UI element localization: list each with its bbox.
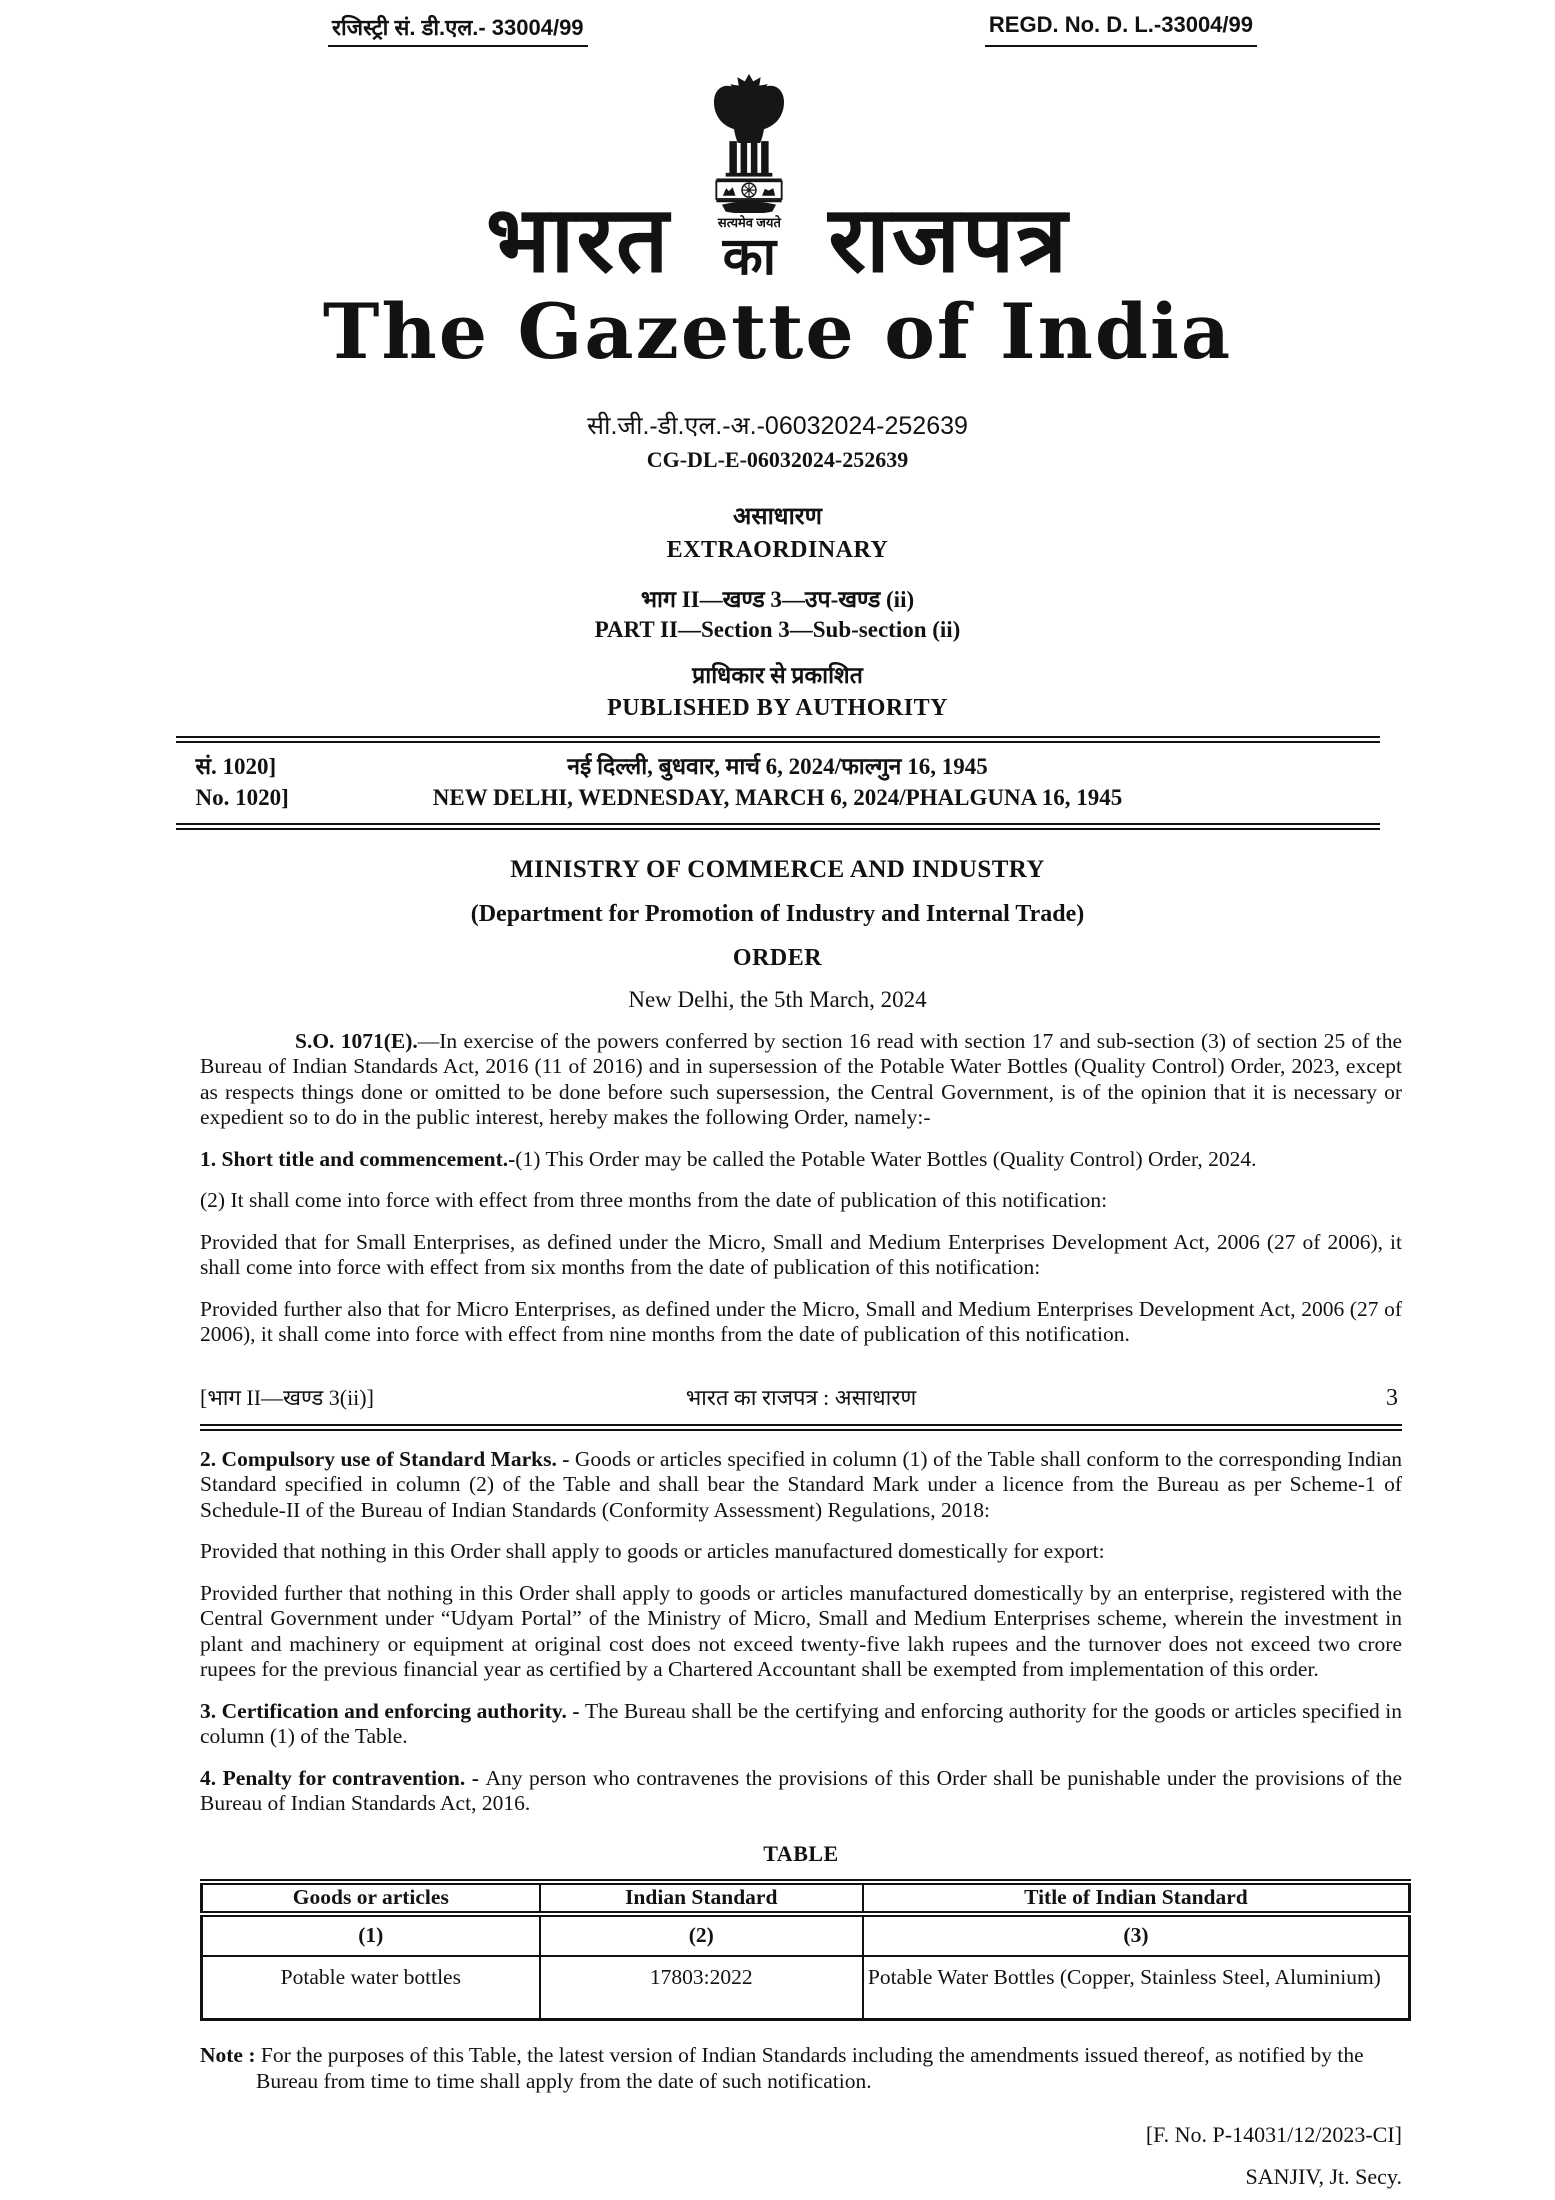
cg-code-english: CG-DL-E-06032024-252639 xyxy=(646,446,909,472)
part-section-hindi: भाग II—खण्ड 3—उप-खण्ड (ii) xyxy=(640,586,915,612)
table-colnum-2: (2) xyxy=(540,1914,863,1956)
page3-part-label: [भाग II—खण्ड 3(ii)] xyxy=(200,1384,374,1410)
masthead-word-ka: का xyxy=(722,229,777,286)
extraordinary-english: EXTRAORDINARY xyxy=(666,536,889,563)
note-paragraph xyxy=(200,2043,1402,2094)
clause-2-heading: 2. Compulsory use of Standard Marks. - xyxy=(200,1446,575,1471)
registry-number-english: REGD. No. D. L.-33004/99 xyxy=(985,12,1257,47)
registry-number-hindi: रजिस्ट्री सं. डी.एल.- 33004/99 xyxy=(328,12,588,47)
masthead-word-bharat: भारत xyxy=(485,189,671,291)
registry-row xyxy=(0,0,1555,47)
published-by-authority-english: PUBLISHED BY AUTHORITY xyxy=(607,694,948,721)
note-label: Note : xyxy=(200,2043,261,2068)
table-colnum-3: (3) xyxy=(863,1914,1410,1956)
clause-4-heading: 4. Penalty for contravention. - xyxy=(200,1765,486,1790)
proviso-udyam: Provided further that nothing in this Order shall apply to goods or articles manufactured domestically by an enterprise, registered with the Central Government under “Udyam Portal” of the Ministry of Micro, Small and Medium Enterprises scheme, wherein the investment in plant and machinery or equipment at original cost does not exceed twenty-five lakh rupees and the turnover does not exceed two crore rupees for the previous financial year as certified by a Chartered Accountant shall be exempted from implementation of this order. xyxy=(200,1580,1402,1682)
standards-table xyxy=(200,1879,1411,2022)
extraordinary-hindi: असाधारण xyxy=(733,503,822,530)
issue-date-hindi: नई दिल्ली, बुधवार, मार्च 6, 2024/फाल्गुन 16, 1945 xyxy=(567,753,988,779)
clause-3-paragraph xyxy=(200,1699,1402,1750)
part-section-english: PART II—Section 3—Sub-section (ii) xyxy=(594,616,961,642)
document-body xyxy=(200,1029,1402,2191)
table-cell-title: Potable Water Bottles (Copper, Stainless Steel, Aluminium) xyxy=(863,1956,1410,2020)
issue-row-english xyxy=(176,782,1380,813)
clause-4-paragraph xyxy=(200,1766,1402,1817)
masthead xyxy=(0,73,1555,291)
file-number: [F. No. P-14031/12/2023-CI] xyxy=(1145,2122,1402,2148)
table-title: TABLE xyxy=(763,1840,839,1866)
proviso-small-enterprises: Provided that for Small Enterprises, as defined under the Micro, Small and Medium Enterprises Development Act, 2006 (27 of 2006), it shall come into force with effect from six months from the date of publication of this notification: xyxy=(200,1229,1402,1280)
clause-2-text: Goods or articles specified in column (1) of the Table shall conform to the corresponding Indian Standard specified in column (2) of the Table and shall bear the Standard Mark under a licence from the Bureau as per Scheme-1 of Schedule-II of the Bureau of Indian Standards (Conformity Assessment) Regulations, 2018: xyxy=(200,1446,1402,1522)
issue-number-hindi: सं. 1020] xyxy=(195,753,277,779)
issue-date-band xyxy=(176,736,1380,830)
published-by-authority-hindi: प्राधिकार से प्रकाशित xyxy=(692,662,863,688)
order-place-date: New Delhi, the 5th March, 2024 xyxy=(628,986,927,1012)
order-label: ORDER xyxy=(732,944,823,971)
masthead-word-rajpatra: राजपत्र xyxy=(828,189,1070,291)
clause-2-paragraph xyxy=(200,1447,1402,1524)
masthead-center xyxy=(700,73,798,286)
clause-4-text: Any person who contravenes the provisions of this Order shall be punishable under the provisions of the Bureau of Indian Standards Act, 2016. xyxy=(200,1765,1402,1816)
page3-center-title: भारत का राजपत्र : असाधारण xyxy=(685,1384,917,1410)
cg-code-hindi: सी.जी.-डी.एल.-अ.-06032024-252639 xyxy=(587,411,968,440)
so-text: —In exercise of the powers conferred by section 16 read with section 17 and sub-section (3) of section 25 of the Bureau of Indian Standards Act, 2016 (11 of 2016) and in supersession of the Potable Water Bottles (Quality Control) Order, 2023, except as respects things done or omitted to be done before such supersession, the Central Government, is of the opinion that it is necessary or expedient so to do in the public interest, hereby makes the following Order, namely:- xyxy=(200,1028,1403,1130)
issue-date-english: NEW DELHI, WEDNESDAY, MARCH 6, 2024/PHALGUNA 16, 1945 xyxy=(432,784,1123,810)
table-header-row xyxy=(202,1882,1410,1914)
table-header-standard: Indian Standard xyxy=(540,1882,863,1914)
clause-1-paragraph xyxy=(200,1147,1402,1173)
emblem-motto: सत्यमेव जयते xyxy=(717,215,781,230)
department-title: (Department for Promotion of Industry and Internal Trade) xyxy=(470,900,1085,927)
proviso-micro-enterprises: Provided further also that for Micro Enterprises, as defined under the Micro, Small and Medium Enterprises Development Act, 2006 (27 of 2006), it shall come into force with effect from nine months from the date of publication of this notification. xyxy=(200,1296,1402,1347)
issue-number-english: No. 1020] xyxy=(195,784,289,810)
lion-capital-of-ashoka-icon xyxy=(700,73,798,213)
clause-3-heading: 3. Certification and enforcing authority. - xyxy=(200,1698,586,1723)
so-paragraph xyxy=(200,1029,1402,1131)
table-cell-standard: 17803:2022 xyxy=(540,1956,863,2020)
clause-1-heading: 1. Short title and commencement.- xyxy=(200,1146,516,1171)
table-cell-goods: Potable water bottles xyxy=(202,1956,540,2020)
clause-3-text: The Bureau shall be the certifying and enforcing authority for the goods or articles specified in column (1) of the Table. xyxy=(200,1698,1403,1749)
page3-running-header xyxy=(200,1382,1402,1431)
table-header-title: Title of Indian Standard xyxy=(863,1882,1410,1914)
proviso-export: Provided that nothing in this Order shall apply to goods or articles manufactured domestically for export: xyxy=(200,1539,1105,1564)
table-header-goods: Goods or articles xyxy=(202,1882,540,1914)
page3-page-number: 3 xyxy=(1386,1384,1398,1411)
clause-1-sub2-paragraph: (2) It shall come into force with effect from three months from the date of publication of this notification: xyxy=(200,1188,1108,1213)
table-row xyxy=(202,1956,1410,2020)
gazette-english-title: The Gazette of India xyxy=(322,287,1233,376)
issue-row-hindi xyxy=(176,751,1380,782)
table-column-number-row xyxy=(202,1914,1410,1956)
ministry-title: MINISTRY OF COMMERCE AND INDUSTRY xyxy=(510,855,1045,883)
clause-1-text: (1) This Order may be called the Potable Water Bottles (Quality Control) Order, 2024. xyxy=(515,1146,1257,1171)
signatory: SANJIV, Jt. Secy. xyxy=(1245,2164,1402,2190)
table-colnum-1: (1) xyxy=(202,1914,540,1956)
note-text: For the purposes of this Table, the latest version of Indian Standards including the amendments issued thereof, as notified by the Bureau from time to time shall apply from the date of such notification. xyxy=(256,2043,1364,2093)
so-number: S.O. 1071(E). xyxy=(295,1028,418,1053)
